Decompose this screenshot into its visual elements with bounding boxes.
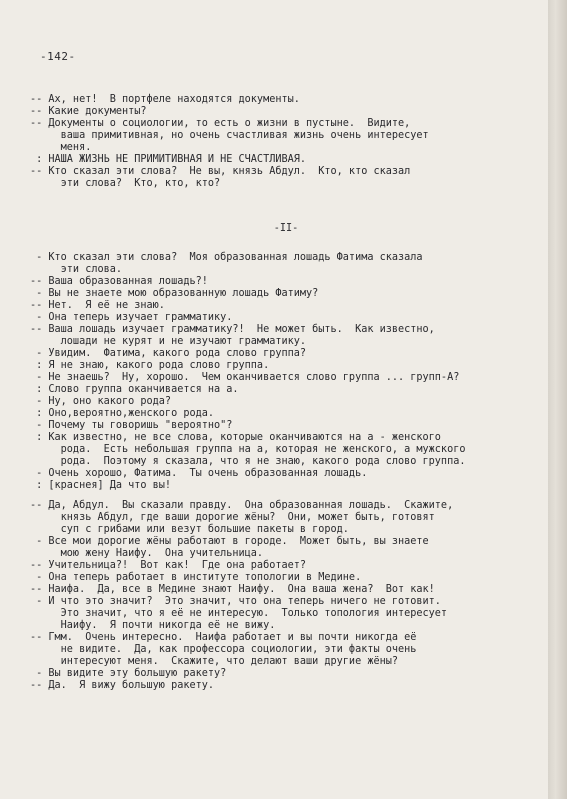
text-line: - Очень хорошо, Фатима. Ты очень образованная лошадь.	[30, 468, 368, 479]
text-line: - И что это значит? Это значит, что она теперь ничего не готовит.	[30, 596, 441, 607]
text-line: меня.	[30, 142, 92, 153]
text-line: рода. Есть небольшая группа на а, которая не женского, а мужского	[30, 444, 466, 455]
text-line: -- Да. Я вижу большую ракету.	[30, 680, 215, 691]
text-line: интересуют меня. Скажите, что делают ваши другие жёны?	[30, 656, 399, 667]
text-line: не видите. Да, как профессора социологии, эти факты очень	[30, 644, 417, 655]
text-line: - Кто сказал эти слова? Моя образованная лошадь Фатима сказала	[30, 252, 423, 263]
text-line: - Увидим. Фатима, какого рода слово группа?	[30, 348, 307, 359]
text-line: эти слова? Кто, кто, кто?	[30, 178, 221, 189]
text-line: -- Да, Абдул. Вы сказали правду. Она образованная лошадь. Скажите,	[30, 500, 454, 511]
text-line: -- Ваша лошадь изучает грамматику?! Не может быть. Как известно,	[30, 324, 435, 335]
text-line: - Ну, оно какого рода?	[30, 396, 172, 407]
text-line: Наифу. Я почти никогда её не вижу.	[30, 620, 276, 631]
page-number: -142-	[40, 50, 76, 63]
text-line: -- Ваша образованная лошадь?!	[30, 276, 208, 287]
text-line: - Вы не знаете мою образованную лошадь Фатиму?	[30, 288, 319, 299]
text-line: -- Ах, нет! В портфеле находятся документы.	[30, 94, 300, 105]
text-line: -- Документы о социологии, то есть о жизни в пустыне. Видите,	[30, 118, 411, 129]
text-line: мою жену Наифу. Она учительница.	[30, 548, 264, 559]
page-edge	[548, 0, 567, 799]
text-line: -- Наифа. Да, все в Медине знают Наифу. Она ваша жена? Вот как!	[30, 584, 435, 595]
text-line: князь Абдул, где ваши дорогие жёны? Они, может быть, готовят	[30, 512, 435, 523]
text-line: - Все мои дорогие жёны работают в городе. Может быть, вы знаете	[30, 536, 429, 547]
text-line: -- Гмм. Очень интересно. Наифа работает и вы почти никогда её	[30, 632, 417, 643]
text-line: : Оно,вероятно,женского рода.	[30, 408, 215, 419]
text-line: рода. Поэтому я сказала, что я не знаю, какого рода слово группа.	[30, 456, 466, 467]
text-line: суп с грибами или везут большие пакеты в город.	[30, 524, 349, 535]
text-line: : НАША ЖИЗНЬ НЕ ПРИМИТИВНАЯ И НЕ СЧАСТЛИВАЯ.	[30, 154, 307, 165]
text-line: : Слово группа оканчивается на а.	[30, 384, 239, 395]
text-line: : Как известно, не все слова, которые оканчиваются на а - женского	[30, 432, 441, 443]
text-line: лошади не курят и не изучают грамматику.	[30, 336, 307, 347]
text-line: -- Какие документы?	[30, 106, 147, 117]
section-marker: -II-	[273, 223, 299, 234]
text-line: Это значит, что я её не интересую. Только топология интересует	[30, 608, 448, 619]
text-line: - Не знаешь? Ну, хорошо. Чем оканчивается слово группа ... групп-А?	[30, 372, 460, 383]
text-line: - Она теперь работает в институте топологии в Медине.	[30, 572, 362, 583]
text-line: - Почему ты говоришь "вероятно"?	[30, 420, 233, 431]
text-line: ваша примитивная, но очень счастливая жизнь очень интересует	[30, 130, 429, 141]
text-line: - Она теперь изучает грамматику.	[30, 312, 233, 323]
text-line: -- Нет. Я её не знаю.	[30, 300, 165, 311]
text-line: : [краснея] Да что вы!	[30, 480, 172, 491]
text-line: - Вы видите эту большую ракету?	[30, 668, 227, 679]
text-line: -- Учительница?! Вот как! Где она работает?	[30, 560, 307, 571]
text-line: эти слова.	[30, 264, 123, 275]
text-line: : Я не знаю, какого рода слово группа.	[30, 360, 270, 371]
text-line: -- Кто сказал эти слова? Не вы, князь Абдул. Кто, кто сказал	[30, 166, 411, 177]
